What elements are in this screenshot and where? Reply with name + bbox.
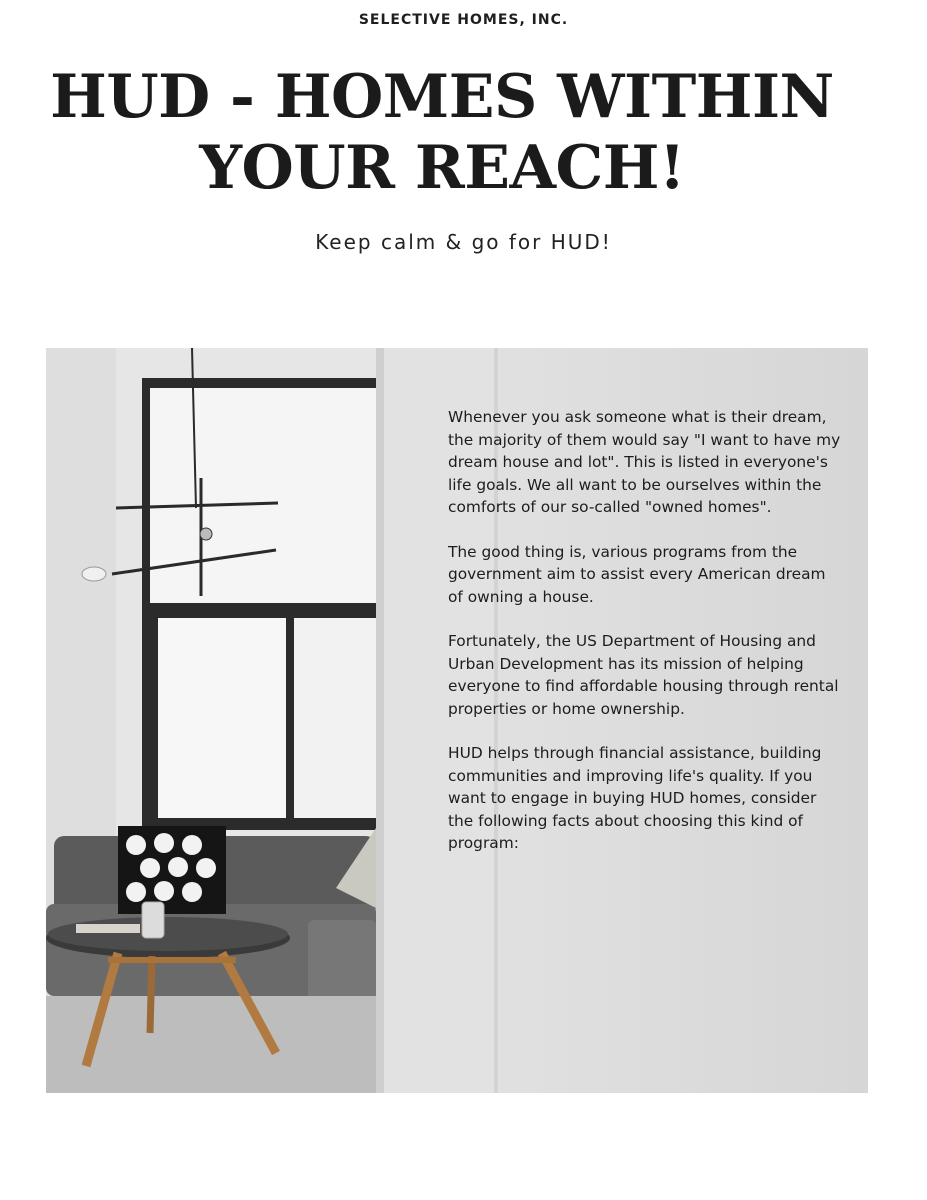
page-title [0,62,884,204]
subtitle: Keep calm & go for HUD! [315,230,612,254]
paragraph-3: Fortunately, the US Department of Housing and Urban Development has its mission of helping everyone to find affordable housing through rental properties or home ownership. [448,632,839,718]
article-body [448,406,843,877]
title-line-2: YOUR REACH! [199,133,685,203]
paragraph-4: HUD helps through financial assistance, building communities and improving life's quality. If you want to engage in buying HUD homes, consider the following facts about choosing this kind of program: [448,744,822,852]
paragraph-2: The good thing is, various programs from the government aim to assist every American dream of owning a house. [448,542,826,606]
company-name: SELECTIVE HOMES, INC. [358,12,569,28]
title-line-1: HUD - HOMES WITHIN [50,62,834,132]
paragraph-1: Whenever you ask someone what is their dream, the majority of them would say "I want to have my dream house and lot". This is listed in everyone's life goals. We all want to be ourselves within the comforts of our so-called "owned homes". [448,408,841,516]
